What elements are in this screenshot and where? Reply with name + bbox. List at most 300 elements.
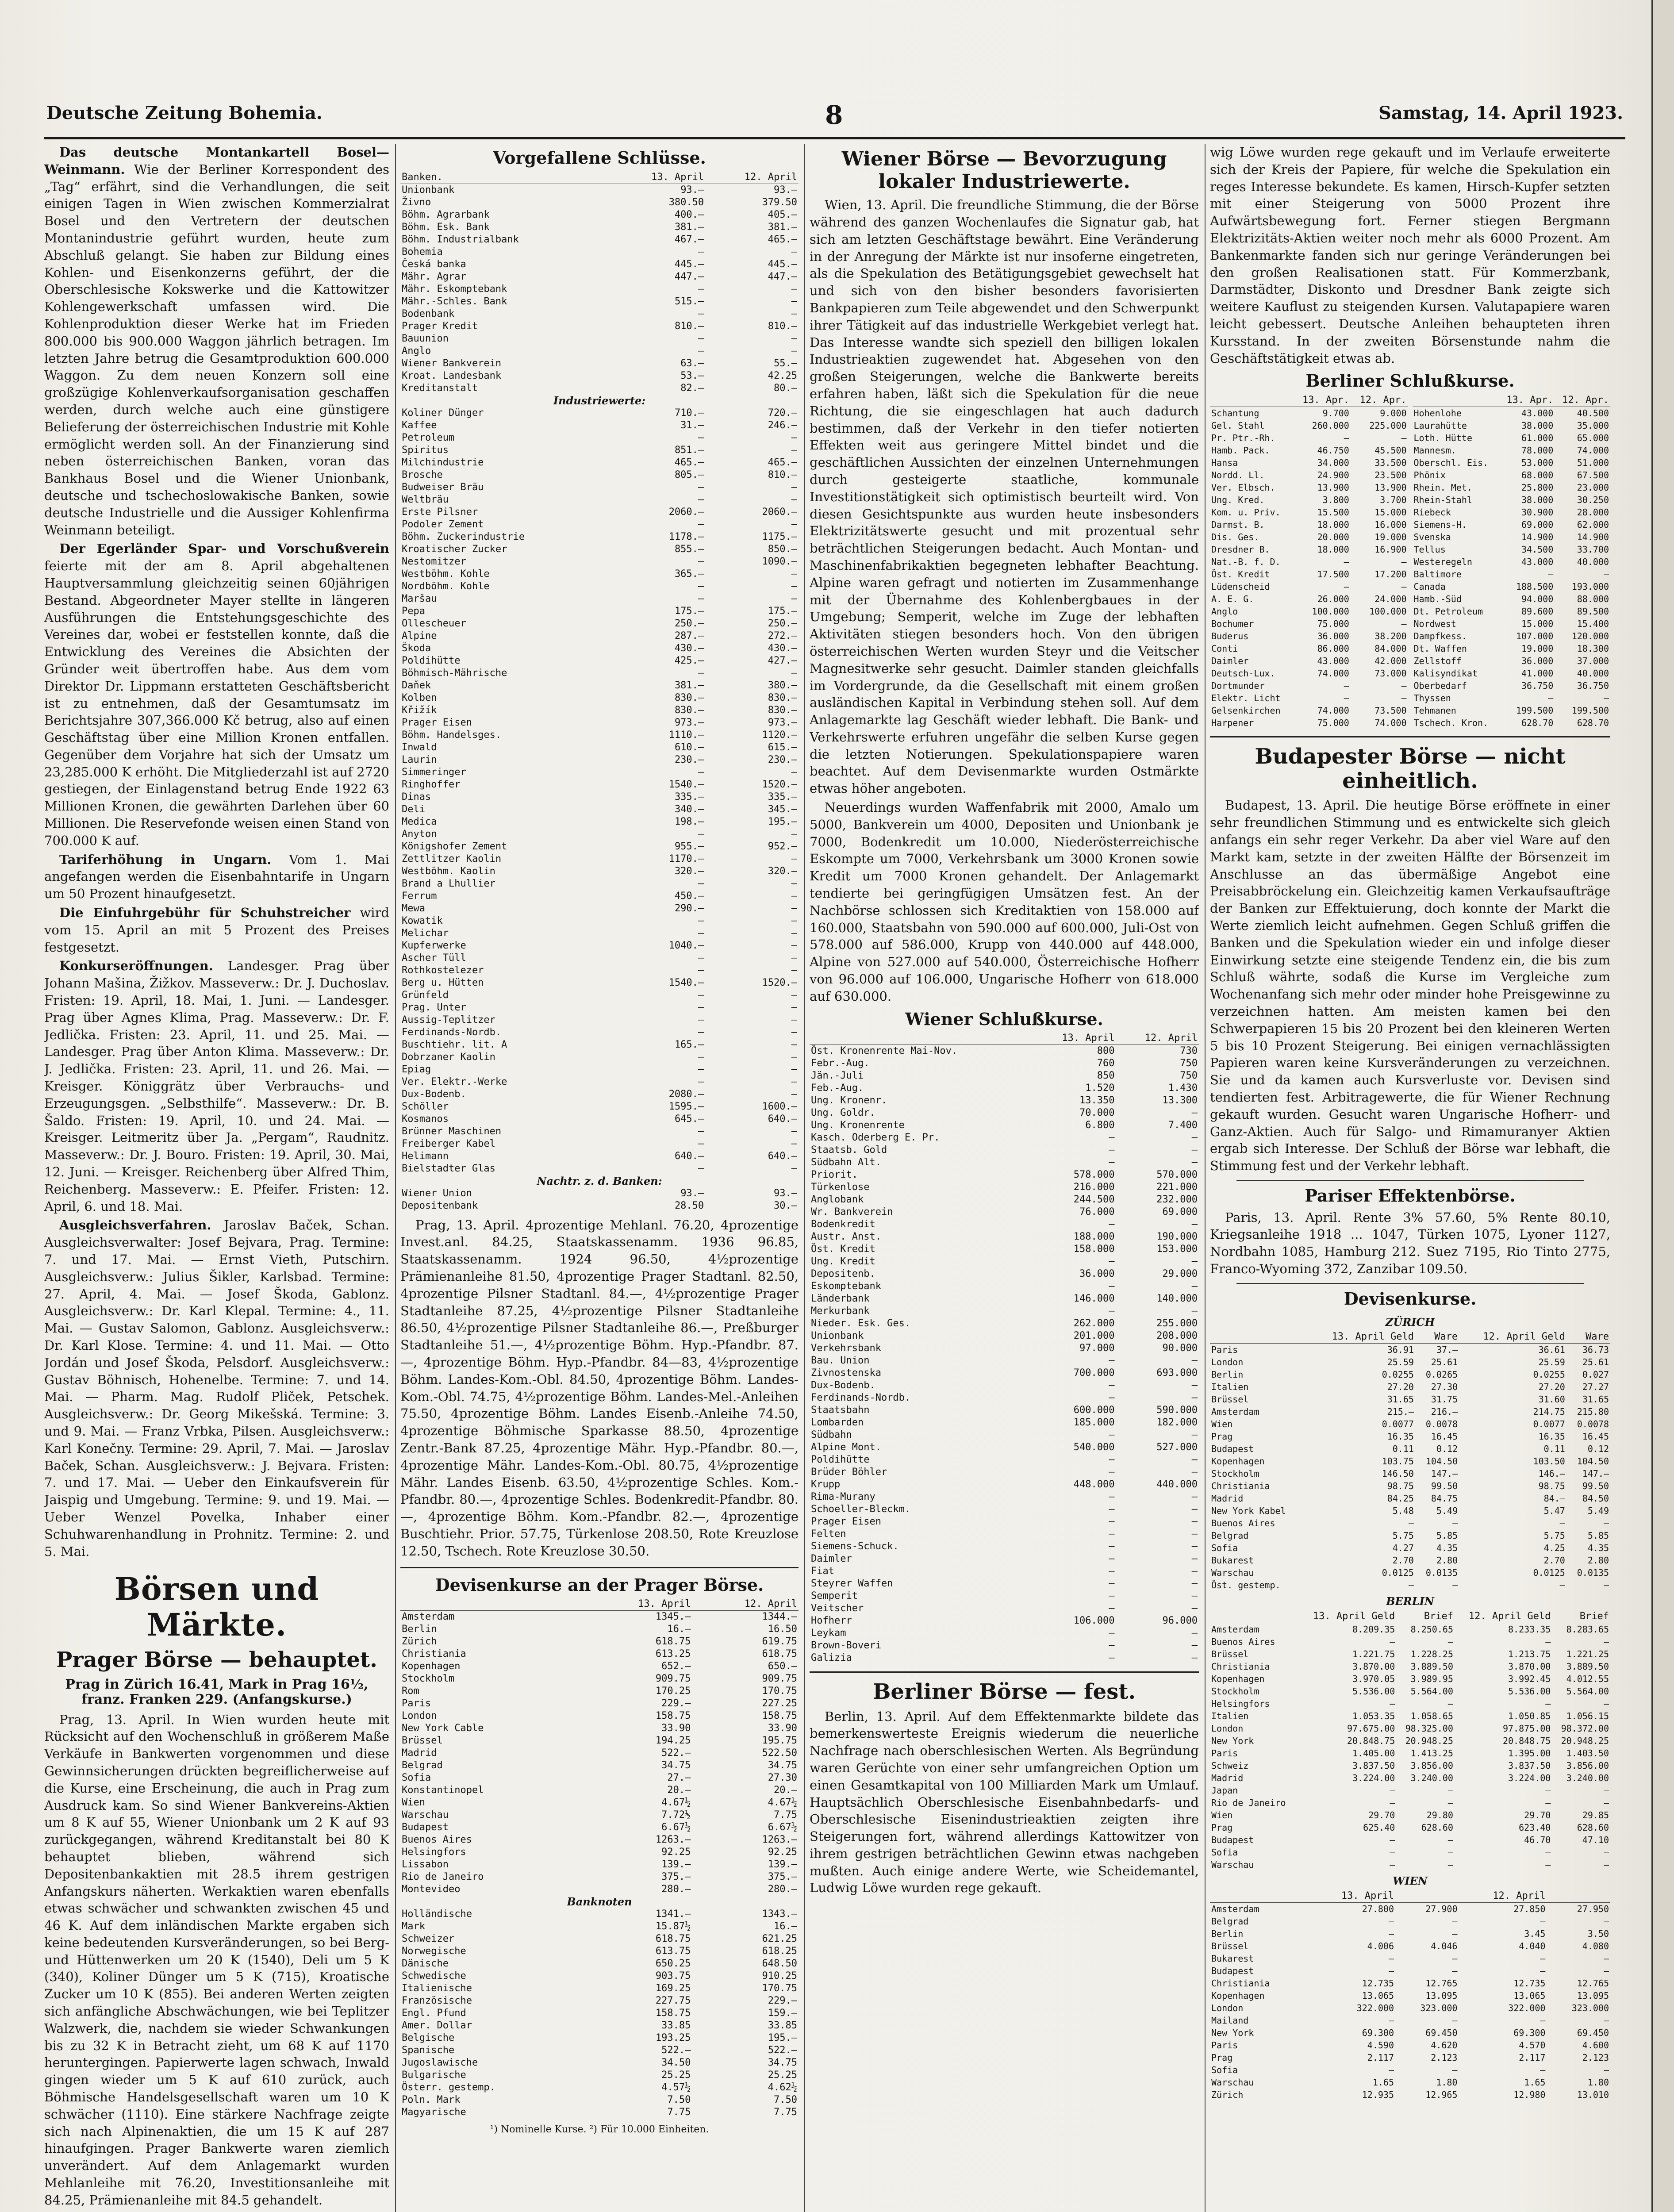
table-row bbox=[400, 655, 799, 667]
row-label: Kalisyndikat bbox=[1413, 668, 1478, 679]
row-value: 193.25 bbox=[655, 2032, 691, 2044]
row-value: 1.430 bbox=[1168, 1083, 1198, 1094]
table-row bbox=[810, 1590, 1199, 1602]
row-value: — bbox=[1109, 1467, 1115, 1478]
row-label: Christiania bbox=[1211, 1661, 1270, 1672]
table-row bbox=[400, 1747, 799, 1759]
row-value: — bbox=[1109, 1566, 1115, 1577]
row-label: Brüder Böhler bbox=[811, 1467, 887, 1478]
row-value: 33.90 bbox=[661, 1723, 691, 1734]
row-value: 381.— bbox=[768, 221, 797, 233]
row-label: Belgrad bbox=[1211, 1530, 1249, 1541]
row-value: 36.000 bbox=[1521, 656, 1554, 667]
table-row bbox=[810, 1392, 1199, 1404]
row-value: 19.000 bbox=[1521, 643, 1554, 654]
row-value: 23.000 bbox=[1577, 482, 1609, 493]
row-label: Koliner Dünger bbox=[402, 407, 484, 419]
row-label: Zürich bbox=[402, 1636, 437, 1647]
column-header: 13. Apr. bbox=[1293, 394, 1351, 407]
row-value: — bbox=[698, 1002, 704, 1013]
row-label: Nordböhm. Kohle bbox=[402, 580, 490, 592]
row-label: Christiania bbox=[402, 1648, 466, 1660]
row-value: 3.970.05 bbox=[1352, 1674, 1395, 1685]
row-value: — bbox=[791, 1051, 797, 1063]
table-row bbox=[810, 1317, 1199, 1330]
column-header: 12. April bbox=[1116, 1032, 1199, 1045]
row-label: Thyssen bbox=[1413, 693, 1451, 704]
row-label: Elektr. Licht bbox=[1211, 693, 1281, 704]
row-label: Poln. Mark bbox=[402, 2094, 461, 2106]
table-row bbox=[1210, 1747, 1610, 1759]
row-value: — bbox=[1191, 1281, 1198, 1292]
row-value: 0.12 bbox=[1587, 1444, 1609, 1455]
row-value: 74.000 bbox=[1317, 668, 1349, 679]
row-value: 40.500 bbox=[1577, 408, 1609, 419]
row-value: 5.536.00 bbox=[1352, 1686, 1395, 1697]
row-value: 0.0135 bbox=[1425, 1567, 1458, 1578]
row-value: 13.065 bbox=[1513, 1990, 1546, 2001]
row-value: 25.61 bbox=[1431, 1357, 1458, 1368]
row-label: Loth. Hütte bbox=[1413, 433, 1472, 444]
row-label: A. E. G. bbox=[1211, 594, 1254, 605]
row-value: — bbox=[1545, 1847, 1551, 1858]
table-row bbox=[400, 1697, 799, 1710]
row-label: Christiania bbox=[1211, 1978, 1270, 1989]
row-label: Nieder. Esk. Ges. bbox=[811, 1318, 911, 1329]
row-value: 5.48 bbox=[1392, 1505, 1414, 1517]
row-value: — bbox=[698, 494, 704, 505]
row-label: Kreditanstalt bbox=[402, 382, 478, 394]
row-value: — bbox=[1603, 1797, 1609, 1809]
row-value: — bbox=[1109, 1256, 1115, 1267]
row-value: 216.— bbox=[1431, 1406, 1458, 1417]
row-value: — bbox=[1452, 1580, 1458, 1591]
row-value: 229.— bbox=[768, 1995, 797, 2007]
table-row bbox=[810, 1293, 1199, 1305]
table-row bbox=[1413, 506, 1611, 518]
row-label: Schantung bbox=[1211, 408, 1259, 419]
row-value: 16.— bbox=[774, 1921, 797, 1932]
row-value: — bbox=[791, 902, 797, 914]
row-label: Stockholm bbox=[402, 1673, 455, 1685]
row-value: 0.0125 bbox=[1382, 1567, 1414, 1578]
row-value: 280.— bbox=[661, 1884, 691, 1895]
row-value: 640.— bbox=[768, 1150, 797, 1162]
table-row bbox=[400, 605, 799, 618]
row-value: 640.— bbox=[674, 1150, 704, 1162]
row-label: Oberschl. Eis. bbox=[1413, 457, 1489, 469]
row-value: 216.000 bbox=[1073, 1182, 1115, 1193]
column-header: Ware bbox=[1415, 1331, 1459, 1344]
row-value: — bbox=[1191, 1429, 1198, 1441]
wiener-schlusskurse-table bbox=[810, 1032, 1199, 1664]
article-lead: Konkurseröffnungen. bbox=[59, 958, 213, 974]
row-label: Böhm. Industrialbank bbox=[402, 234, 519, 245]
row-value: 619.75 bbox=[762, 1636, 797, 1647]
row-label: Budapest bbox=[1211, 1444, 1254, 1455]
row-value: 5.564.00 bbox=[1410, 1686, 1453, 1697]
row-value: 610.— bbox=[674, 741, 704, 753]
row-value: 194.25 bbox=[655, 1735, 691, 1747]
row-value: 31.60 bbox=[1538, 1394, 1565, 1405]
row-value: 36.750 bbox=[1577, 680, 1609, 691]
row-value: 98.75 bbox=[1538, 1481, 1565, 1492]
row-label: Anglobank bbox=[811, 1194, 864, 1206]
table-row bbox=[400, 2069, 799, 2081]
row-value: 20.848.75 bbox=[1502, 1736, 1551, 1747]
row-value: 36.000 bbox=[1079, 1268, 1115, 1280]
table-row bbox=[1210, 1784, 1610, 1797]
section-title: Börsen und Märkte. bbox=[114, 1571, 319, 1643]
row-value: 3.700 bbox=[1380, 495, 1407, 506]
row-value: 170.25 bbox=[655, 1686, 691, 1697]
table-row bbox=[1210, 642, 1408, 655]
table-row bbox=[400, 989, 799, 1002]
row-value: 5.85 bbox=[1436, 1530, 1458, 1541]
row-label: Bulgarische bbox=[402, 2070, 466, 2081]
row-label: Amsterdam bbox=[1211, 1624, 1259, 1635]
table-row bbox=[1210, 580, 1408, 593]
table-row bbox=[810, 1218, 1199, 1231]
row-value: 13.900 bbox=[1317, 482, 1349, 493]
row-label: Westböhm. Kaolin bbox=[402, 865, 495, 877]
table-row bbox=[400, 1014, 799, 1026]
table-row bbox=[400, 1821, 799, 1834]
table-row bbox=[1210, 419, 1408, 432]
devisen-berlin-table bbox=[1210, 1610, 1610, 1871]
row-value: 335.— bbox=[674, 791, 704, 803]
row-value: 8.283.65 bbox=[1566, 1624, 1609, 1635]
table-row bbox=[400, 803, 799, 816]
row-label: Křižík bbox=[402, 704, 437, 716]
row-value: 6.800 bbox=[1085, 1120, 1115, 1131]
row-label: Sofia bbox=[1211, 2064, 1238, 2075]
table-row bbox=[810, 1268, 1199, 1280]
row-label: Česká banka bbox=[402, 258, 466, 270]
table-row bbox=[810, 1194, 1199, 1206]
table-row bbox=[1210, 1759, 1610, 1772]
row-value: 3.870.00 bbox=[1352, 1661, 1395, 1672]
row-value: 450.— bbox=[674, 890, 704, 902]
devisen-zurich-label: ZÜRICH bbox=[1385, 1315, 1435, 1329]
row-label: Unionbank bbox=[811, 1330, 864, 1342]
table-row bbox=[1413, 407, 1611, 420]
row-value: 379.50 bbox=[762, 196, 797, 208]
table-row bbox=[1210, 2076, 1610, 2089]
row-value: 445.— bbox=[674, 258, 704, 270]
row-label: Dresdner B. bbox=[1211, 544, 1270, 555]
row-label: Deli bbox=[402, 803, 425, 815]
row-label: Inwald bbox=[402, 741, 437, 753]
row-value: 1345.— bbox=[655, 1611, 691, 1623]
row-value: — bbox=[698, 1051, 704, 1063]
row-value: 16.45 bbox=[1582, 1431, 1609, 1442]
row-value: — bbox=[1191, 1553, 1198, 1565]
row-value: — bbox=[1603, 693, 1609, 704]
row-value: — bbox=[698, 1163, 704, 1174]
row-value: 158.75 bbox=[655, 2008, 691, 2019]
row-value: — bbox=[791, 518, 797, 530]
article-einfuhr bbox=[44, 904, 389, 956]
notes-rows bbox=[400, 1187, 799, 1212]
row-value: — bbox=[1447, 1847, 1453, 1858]
row-value: — bbox=[1109, 1219, 1115, 1230]
table-row bbox=[400, 1088, 799, 1101]
row-value: 1.221.75 bbox=[1352, 1649, 1395, 1660]
row-value: — bbox=[1603, 1785, 1609, 1796]
row-value: 4.080 bbox=[1582, 1940, 1609, 1951]
row-value: 2.80 bbox=[1587, 1555, 1609, 1566]
row-value: — bbox=[1109, 1454, 1115, 1466]
table-row bbox=[810, 1057, 1199, 1070]
table-row bbox=[1210, 1418, 1610, 1430]
row-label: Bielstadter Glas bbox=[402, 1163, 495, 1174]
devisen-wien-label: WIEN bbox=[1393, 1874, 1428, 1888]
row-value: — bbox=[791, 308, 797, 319]
row-label: Siemens-Schuck. bbox=[811, 1541, 899, 1552]
table-row bbox=[400, 1970, 799, 1982]
row-value: 12.765 bbox=[1577, 1978, 1609, 1989]
row-value: 4.620 bbox=[1431, 2039, 1458, 2051]
row-value: — bbox=[698, 1076, 704, 1087]
row-value: 97.675.00 bbox=[1347, 1723, 1395, 1734]
table-row bbox=[1210, 1673, 1610, 1685]
row-label: Ung. Kronenrente bbox=[811, 1120, 905, 1131]
table-row bbox=[400, 2044, 799, 2057]
row-value: 323.000 bbox=[1420, 2002, 1458, 2013]
row-value: 1.058.65 bbox=[1410, 1711, 1453, 1722]
row-label: Canada bbox=[1413, 581, 1446, 592]
page-number: 8 bbox=[825, 100, 843, 130]
row-label: Budapest bbox=[1211, 1965, 1254, 1976]
row-value: — bbox=[1388, 1953, 1394, 1964]
row-value: 0.0255 bbox=[1382, 1369, 1414, 1380]
row-label: Erste Pilsner bbox=[402, 506, 478, 518]
row-label: Priorit. bbox=[811, 1169, 858, 1181]
row-label: Ver. Elektr.-Werke bbox=[402, 1076, 507, 1087]
row-value: — bbox=[698, 283, 704, 295]
table-row bbox=[810, 1441, 1199, 1454]
row-value: 5.536.00 bbox=[1508, 1686, 1551, 1697]
table-row bbox=[400, 1759, 799, 1772]
row-label: Budweiser Bräu bbox=[402, 481, 484, 493]
row-value: 17.500 bbox=[1317, 569, 1349, 580]
row-value: 3.856.00 bbox=[1566, 1760, 1609, 1771]
table-row bbox=[400, 2020, 799, 2032]
row-value: — bbox=[1109, 1578, 1115, 1590]
row-value: — bbox=[698, 308, 704, 319]
row-label: Prag. Unter bbox=[402, 1002, 466, 1013]
row-label: Galizia bbox=[811, 1652, 852, 1664]
row-value: 31.65 bbox=[1387, 1394, 1414, 1405]
row-label: Veitscher bbox=[811, 1603, 864, 1614]
row-label: Helsingfors bbox=[402, 1847, 466, 1858]
row-label: Unionbank bbox=[402, 184, 455, 196]
row-value: 36.61 bbox=[1538, 1344, 1565, 1356]
row-label: Öst. gestemp. bbox=[1211, 1580, 1281, 1591]
row-value: 323.000 bbox=[1571, 2002, 1609, 2013]
table-row bbox=[400, 1101, 799, 1113]
row-label: Kopenhagen bbox=[1211, 1990, 1265, 2001]
table-row bbox=[1210, 1505, 1610, 1517]
row-value: 92.25 bbox=[661, 1847, 691, 1858]
row-value: — bbox=[791, 915, 797, 926]
row-label: New York bbox=[1211, 1736, 1254, 1747]
table-row bbox=[1413, 432, 1611, 444]
row-label: Warschau bbox=[402, 1809, 449, 1821]
row-value: — bbox=[1109, 1306, 1115, 1317]
row-value: 4.62½ bbox=[768, 2082, 797, 2093]
row-label: Dinas bbox=[402, 791, 431, 803]
row-value: 1.65 bbox=[1372, 2077, 1394, 2088]
row-value: — bbox=[1548, 569, 1554, 580]
row-value: 3.889.50 bbox=[1410, 1661, 1453, 1672]
row-label: Pr. Ptr.-Rh. bbox=[1211, 433, 1275, 444]
row-value: 440.000 bbox=[1156, 1479, 1198, 1490]
table-row bbox=[1210, 1381, 1610, 1393]
table-row bbox=[1210, 1915, 1610, 1928]
row-value: 447.— bbox=[768, 271, 797, 282]
row-label: Kopenhagen bbox=[1211, 1456, 1265, 1467]
row-value: 12.735 bbox=[1513, 1978, 1546, 1989]
row-value: — bbox=[698, 964, 704, 976]
row-label: Madrid bbox=[1211, 1493, 1244, 1504]
row-value: 74.000 bbox=[1317, 705, 1349, 716]
article-text: Jaroslav Baček, Schan. Ausgleichsverwalter: Josef Bejvara, Prag. Termine: 7. und 17. Mai. — Ernst Vieth, Putschirn. Ausgleichsverw.: Julius Šikler, Karlsbad. Termine: 27. April, 4. Mai. — Josef Škoda, Gablonz. Ausgleichsverw.: Dr. Karl Klepal. Termine: 4., 11. Mai. — Gustav Salomon, Gablonz. Ausgleichsverw.: Dr. Karl Klose. Termine: 4. und 11. Mai. — Otto Jordán und Josef Škoda, Pelsdorf. Ausgleichsverw.: Gustav Böhnisch, Hohenelbe. Termine: 7. und 14. Mai. — Pharm. Mag. Rudolf Pliček, Petschek. Ausgleichsverw.: Dr. Georg Mikešská. Termine: 3. und 9. Mai. — Franz Vrbka, Pilsen. Ausgleichsverw.: Karl Konečny. Termine: 29. April, 7. Mai. — Jaroslav Baček, Schan. Ausgleichsverw.: J. Bejvara. Fristen: 7. und 17. Mai. — Ueber den Einkaufsverein für Jaispig und Umgebung. Termine: 9. und 19. Mai. — Ueber Wenzel Povelka, Inhaber einer Schuhwarenhandlung in Prohnitz. Termine: 2. und 5. Mai. bbox=[44, 1217, 389, 1559]
row-value: 100.000 bbox=[1369, 606, 1407, 617]
row-label: Oberbedarf bbox=[1413, 680, 1467, 691]
row-label: Steyrer Waffen bbox=[811, 1578, 893, 1590]
row-label: Aussig-Teplitzer bbox=[402, 1014, 495, 1025]
table-row bbox=[810, 1479, 1199, 1491]
row-value: — bbox=[1191, 1628, 1198, 1639]
table-section-label: Banknoten bbox=[567, 1895, 632, 1909]
table-row bbox=[400, 196, 799, 209]
row-value: 621.25 bbox=[762, 1933, 797, 1945]
row-value: 0.0265 bbox=[1425, 1369, 1458, 1380]
row-value: — bbox=[1109, 1380, 1115, 1391]
row-value: — bbox=[1603, 1859, 1609, 1870]
row-value: 12.965 bbox=[1425, 2089, 1458, 2100]
table-row bbox=[1210, 655, 1408, 667]
table-row bbox=[400, 580, 799, 593]
row-value: 20.948.25 bbox=[1405, 1736, 1453, 1747]
row-value: — bbox=[1191, 1566, 1198, 1577]
row-value: 0.0077 bbox=[1533, 1419, 1565, 1430]
row-value: — bbox=[1447, 1636, 1453, 1647]
row-label: Nordwest bbox=[1413, 618, 1456, 630]
row-label: Österr. gestemp. bbox=[402, 2082, 495, 2093]
row-value: 27.20 bbox=[1387, 1382, 1414, 1393]
row-label: Sofia bbox=[1211, 1543, 1238, 1554]
table-row bbox=[1210, 1480, 1610, 1492]
industry-rows bbox=[400, 407, 799, 1175]
row-value: — bbox=[698, 556, 704, 567]
row-value: 17.200 bbox=[1375, 569, 1407, 580]
row-value: 6.67½ bbox=[661, 1822, 691, 1833]
row-value: — bbox=[1344, 557, 1349, 568]
table-row bbox=[400, 283, 799, 296]
row-value: — bbox=[1603, 1847, 1609, 1858]
row-label: Länderbank bbox=[811, 1293, 870, 1305]
row-value: — bbox=[1109, 1355, 1115, 1367]
row-value: 430.— bbox=[674, 642, 704, 654]
row-label: Warschau bbox=[1211, 2077, 1254, 2088]
row-value: 760 bbox=[1097, 1058, 1115, 1069]
row-value: — bbox=[1109, 1603, 1115, 1614]
row-value: 195.75 bbox=[762, 1735, 797, 1747]
table-row bbox=[1210, 1579, 1610, 1591]
row-label: Norwegische bbox=[402, 1946, 466, 1957]
row-label: New York Kabel bbox=[1211, 1505, 1286, 1517]
table-row bbox=[810, 1516, 1199, 1528]
row-value: 147.— bbox=[1431, 1468, 1458, 1479]
table-row bbox=[1210, 543, 1408, 556]
row-value: 15.000 bbox=[1375, 507, 1407, 518]
row-value: 190.000 bbox=[1156, 1231, 1198, 1243]
row-value: 69.000 bbox=[1162, 1206, 1198, 1218]
row-value: 120.000 bbox=[1571, 631, 1609, 642]
row-value: — bbox=[1344, 433, 1349, 444]
row-value: 1.65 bbox=[1524, 2077, 1546, 2088]
row-value: 18.000 bbox=[1317, 519, 1349, 530]
devisen-wien-table bbox=[1210, 1890, 1610, 2101]
column-header bbox=[1395, 1890, 1459, 1903]
row-label: Böhmisch-Mährische bbox=[402, 667, 507, 679]
table-row bbox=[1210, 593, 1408, 605]
row-value: 320.— bbox=[674, 865, 704, 877]
row-label: Rio de Janeiro bbox=[402, 1871, 484, 1883]
row-value: 188.500 bbox=[1516, 581, 1554, 592]
row-value: 260.000 bbox=[1312, 420, 1349, 431]
row-value: — bbox=[1109, 1628, 1115, 1639]
row-value: — bbox=[1603, 2064, 1609, 2075]
row-value: 80.— bbox=[774, 382, 797, 394]
row-label: Italienische bbox=[402, 1983, 472, 1994]
row-value: 648.50 bbox=[762, 1958, 797, 1970]
row-value: 3.224.00 bbox=[1352, 1773, 1395, 1784]
row-label: Böhm. Handelsges. bbox=[402, 729, 502, 741]
table-row bbox=[1210, 1660, 1610, 1673]
table-row bbox=[400, 1809, 799, 1821]
row-label: Zettlitzer Kaolin bbox=[402, 853, 502, 864]
table-row bbox=[1210, 1443, 1610, 1455]
row-value: 15.500 bbox=[1317, 507, 1349, 518]
row-value: 221.000 bbox=[1156, 1182, 1198, 1193]
row-label: Budapest bbox=[1211, 1835, 1254, 1846]
article-montankartell bbox=[44, 144, 389, 538]
table-row bbox=[400, 382, 799, 395]
row-value: — bbox=[698, 927, 704, 939]
column-header: 12. April bbox=[1459, 1890, 1547, 1903]
row-label: Medica bbox=[402, 816, 437, 827]
row-value: 33.500 bbox=[1375, 457, 1407, 469]
table-row bbox=[400, 1797, 799, 1809]
row-value: — bbox=[1191, 1107, 1198, 1119]
row-value: 16.— bbox=[667, 1624, 691, 1635]
row-value: 13.095 bbox=[1425, 1990, 1458, 2001]
row-value: — bbox=[1540, 1916, 1546, 1927]
row-value: — bbox=[1191, 1528, 1198, 1540]
row-value: — bbox=[1109, 1157, 1115, 1168]
row-value: 1120.— bbox=[762, 729, 797, 741]
row-value: — bbox=[698, 333, 704, 344]
row-value: 527.000 bbox=[1156, 1442, 1198, 1453]
table-row bbox=[1210, 1648, 1610, 1660]
berliner-table-right bbox=[1413, 394, 1611, 729]
row-value: — bbox=[791, 667, 797, 679]
table-row bbox=[1210, 518, 1408, 531]
